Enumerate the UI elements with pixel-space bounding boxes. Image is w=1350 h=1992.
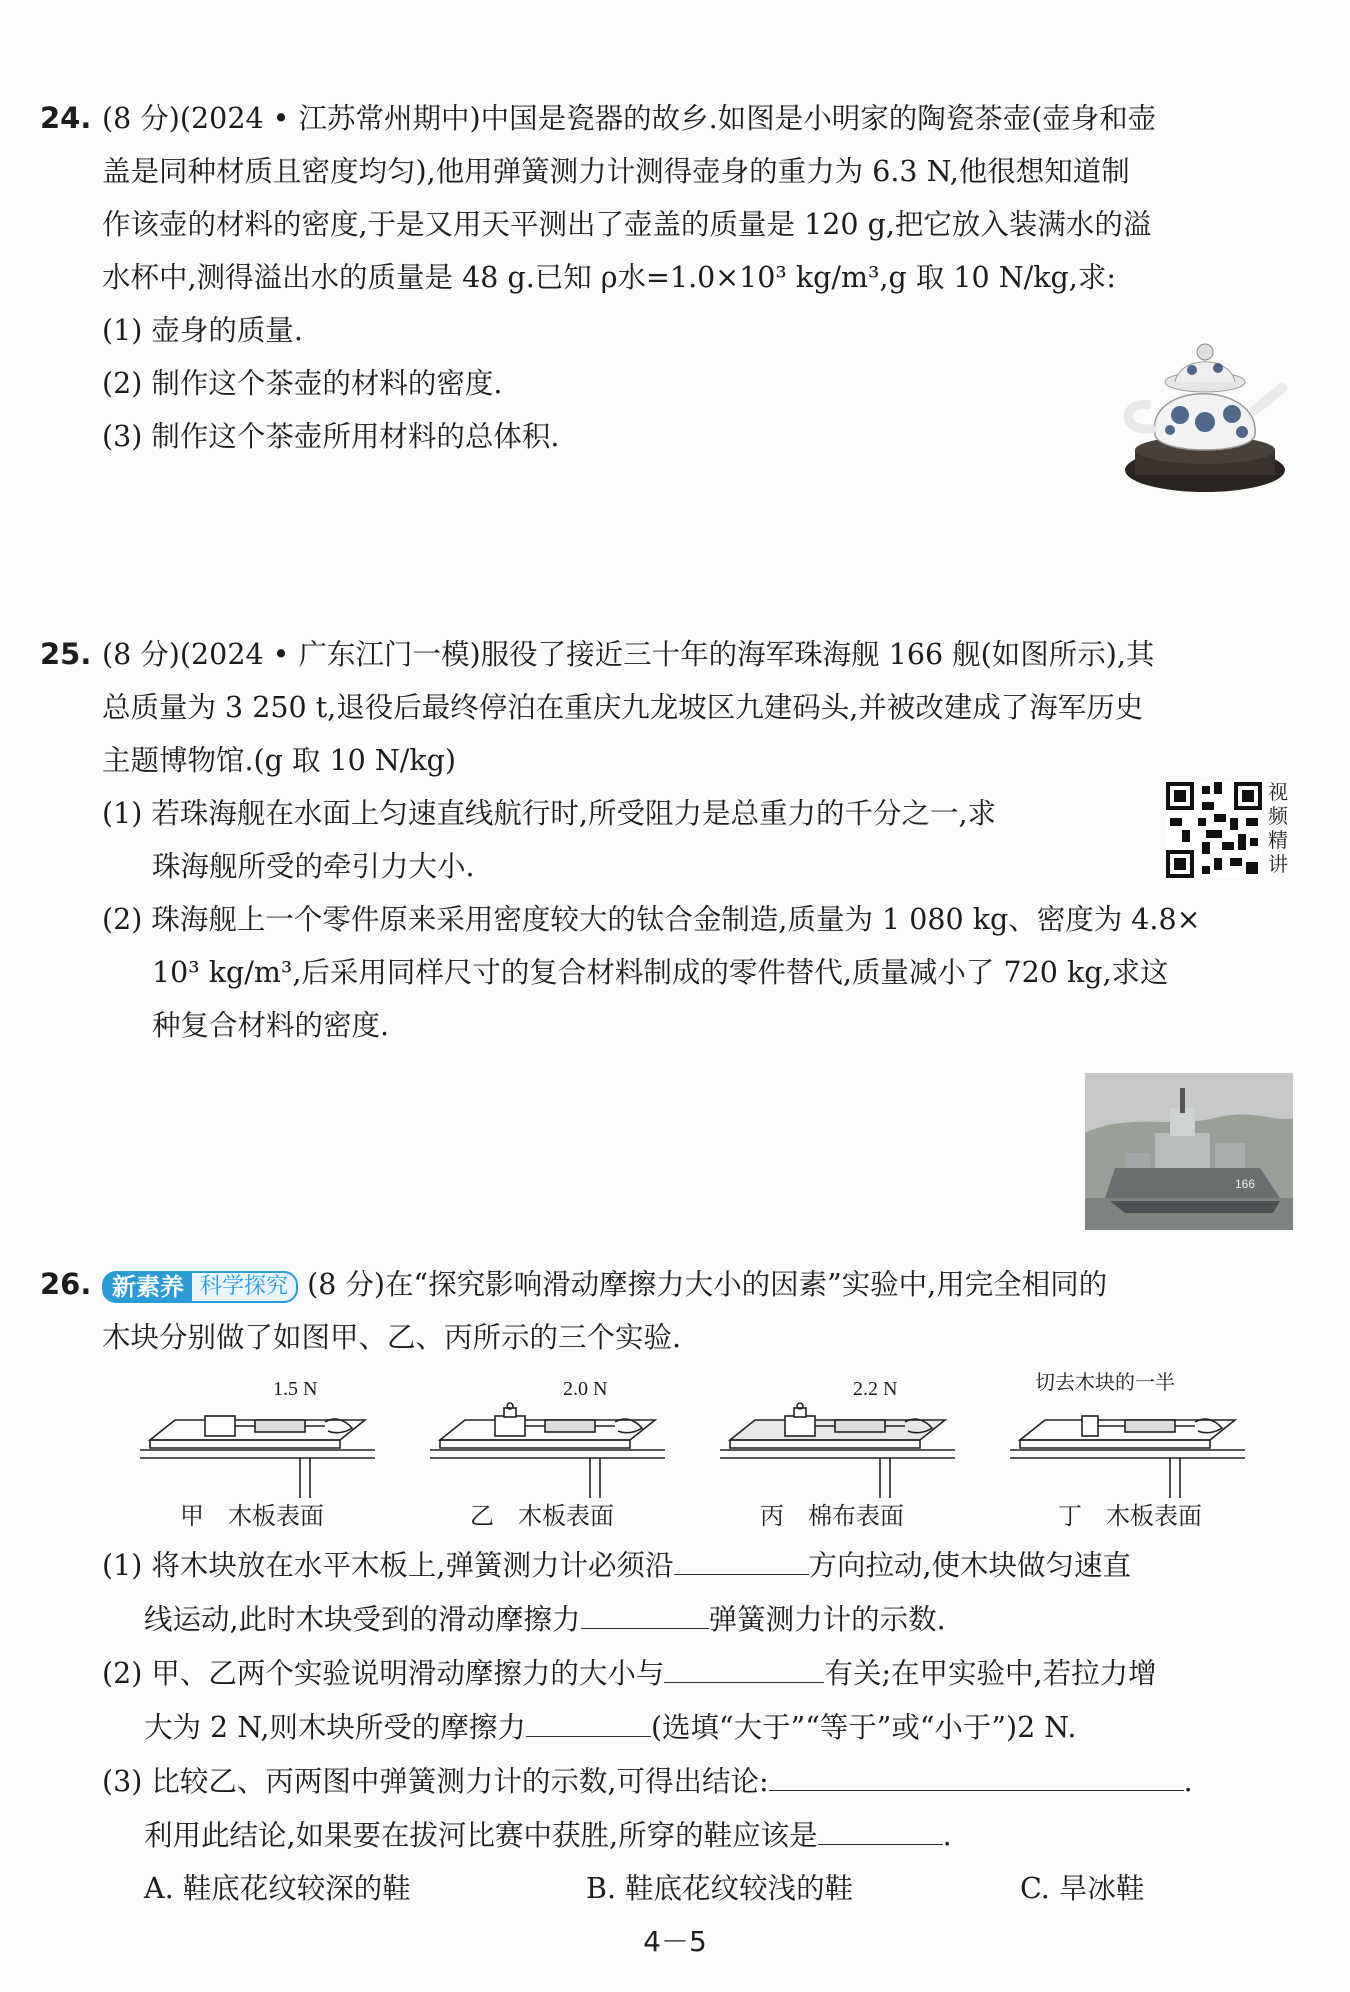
answer-blank[interactable] bbox=[674, 1538, 809, 1575]
question-text: (8 分)在“探究影响滑动摩擦力大小的因素”实验中,用完全相同的 bbox=[307, 1268, 1108, 1301]
experiment-label: 丙 棉布表面 bbox=[760, 1502, 904, 1530]
new-literacy-badge: 新素养 bbox=[102, 1271, 194, 1303]
force-reading: 2.0 N bbox=[563, 1378, 608, 1400]
question-26 bbox=[40, 1258, 1290, 1364]
question-text: 盖是同种材质且密度均匀),他用弹簧测力计测得壶身的重力为 6.3 N,他很想知道制 bbox=[102, 155, 1130, 188]
qr-label: 视 频 精 讲 bbox=[1268, 780, 1288, 876]
sub-question: 珠海舰所受的牵引力大小. bbox=[152, 850, 475, 883]
sub-question: (1) 若珠海舰在水面上匀速直线航行时,所受阻力是总重力的千分之一,求 bbox=[102, 797, 997, 830]
qr-code-icon[interactable] bbox=[1166, 782, 1262, 878]
sub-question-1: (1) 将木块放在水平木板上,弹簧测力计必须沿 方向拉动,使木块做匀速直 bbox=[40, 1538, 1290, 1592]
sub-question: (2) 珠海舰上一个零件原来采用密度较大的钛合金制造,质量为 1 080 kg、密度为 4.8× bbox=[102, 903, 1201, 936]
sub-question-3: (3) 比较乙、丙两图中弹簧测力计的示数,可得出结论: . bbox=[40, 1754, 1290, 1808]
sub-question: (1) 壶身的质量. bbox=[102, 314, 303, 347]
question-26-subs: (1) 将木块放在水平木板上,弹簧测力计必须沿 方向拉动,使木块做匀速直 线运动,此时木块受到的滑动摩擦力 弹簧测力计的示数. (2) 甲、乙两个实验说明滑动摩擦力的大小与 有关;在甲实验中,若拉力增 大为 2 N,则木块所受的摩擦力 (选填“大于”“等于”或“小于”)2 N. (3) 比较乙、丙两图中弹簧测力计的示数,可得出结论: . 利用此结论,如果要在拔河比赛中获胜,所穿的鞋应该是 . A. 鞋底花纹较深的鞋 B. 鞋底花纹较浅的鞋 C. 旱冰鞋 bbox=[40, 1538, 1290, 1915]
options bbox=[40, 1862, 1290, 1915]
question-text: (8 分)(2024 • 江苏常州期中)中国是瓷器的故乡.如图是小明家的陶瓷茶壶(壶身和壶 bbox=[102, 102, 1157, 135]
question-24 bbox=[40, 92, 1290, 463]
question-number: 24. bbox=[40, 101, 92, 135]
answer-blank[interactable] bbox=[526, 1700, 651, 1737]
answer-blank[interactable] bbox=[664, 1646, 824, 1683]
question-number: 25. bbox=[40, 637, 92, 671]
answer-blank[interactable] bbox=[818, 1808, 943, 1845]
option-c[interactable]: C. 旱冰鞋 bbox=[1020, 1872, 1145, 1905]
sub-question: (3) 制作这个茶壶所用材料的总体积. bbox=[102, 420, 560, 453]
sub-question: (2) 制作这个茶壶的材料的密度. bbox=[102, 367, 503, 400]
force-reading: 1.5 N bbox=[273, 1378, 318, 1400]
teapot-image bbox=[1110, 310, 1290, 500]
answer-blank[interactable] bbox=[581, 1592, 709, 1629]
answer-blank[interactable] bbox=[769, 1754, 1184, 1791]
option-a[interactable]: A. 鞋底花纹较深的鞋 bbox=[144, 1872, 411, 1905]
page-number: 4－5 bbox=[643, 1925, 707, 1958]
warship-image bbox=[1085, 1073, 1293, 1230]
science-inquiry-badge: 科学探究 bbox=[190, 1271, 298, 1303]
question-text: 总质量为 3 250 t,退役后最终停泊在重庆九龙坡区九建码头,并被改建成了海军历史 bbox=[102, 691, 1144, 724]
question-text: 木块分别做了如图甲、乙、丙所示的三个实验. bbox=[102, 1321, 682, 1354]
sub-question-2: (2) 甲、乙两个实验说明滑动摩擦力的大小与 有关;在甲实验中,若拉力增 bbox=[40, 1646, 1290, 1700]
friction-experiment-figure bbox=[140, 1370, 1260, 1538]
question-text: 水杯中,测得溢出水的质量是 48 g.已知 ρ水=1.0×10³ kg/m³,g 取 10 N/kg,求: bbox=[102, 261, 1116, 294]
question-text: 主题博物馆.(g 取 10 N/kg) bbox=[102, 744, 457, 777]
sub-question: 10³ kg/m³,后采用同样尺寸的复合材料制成的零件替代,质量减小了 720 kg,求这 bbox=[152, 956, 1169, 989]
question-number: 26. bbox=[40, 1267, 92, 1301]
force-reading: 切去木块的一半 bbox=[1035, 1370, 1175, 1394]
force-reading: 2.2 N bbox=[853, 1378, 898, 1400]
question-text: (8 分)(2024 • 广东江门一模)服役了接近三十年的海军珠海舰 166 舰(如图所示),其 bbox=[102, 638, 1155, 671]
svg-text:166: 166 bbox=[1235, 1177, 1256, 1191]
experiment-label: 甲 木板表面 bbox=[180, 1502, 324, 1530]
experiment-label: 乙 木板表面 bbox=[470, 1502, 614, 1530]
question-25 bbox=[40, 628, 1290, 1052]
experiment-label: 丁 木板表面 bbox=[1058, 1502, 1202, 1530]
question-text: 作该壶的材料的密度,于是又用天平测出了壶盖的质量是 120 g,把它放入装满水的溢 bbox=[102, 208, 1152, 241]
sub-question: 种复合材料的密度. bbox=[152, 1009, 390, 1042]
option-b[interactable]: B. 鞋底花纹较浅的鞋 bbox=[586, 1872, 854, 1905]
